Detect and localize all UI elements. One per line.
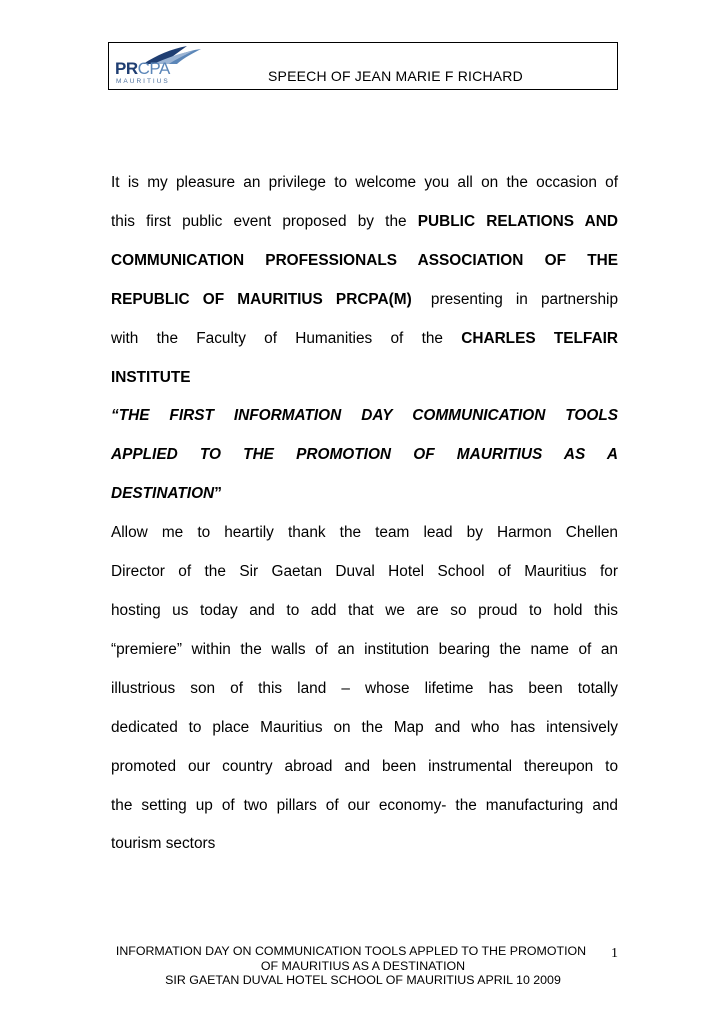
footer-line-2: OF MAURITIUS AS A DESTINATION <box>260 958 466 973</box>
paragraph-intro <box>111 164 618 397</box>
text-line: “THE FIRST INFORMATION DAY COMMUNICATION TOOLS <box>111 407 618 425</box>
text-line: with the Faculty of Humanities of the CHARLES TELFAIR <box>111 329 618 347</box>
text-line: COMMUNICATION PROFESSIONALS ASSOCIATION OF THE <box>111 251 618 269</box>
page-footer <box>108 944 618 988</box>
header-title: SPEECH OF JEAN MARIE F RICHARD <box>268 68 523 84</box>
text-line: the setting up of two pillars of our economy- the manufacturing and <box>111 796 618 814</box>
text-line: INSTITUTE <box>111 368 191 386</box>
logo-text: PRCPA <box>115 59 170 78</box>
text-line: hosting us today and to add that we are so proud to hold this <box>111 601 618 619</box>
page-header <box>108 42 618 90</box>
text-line: It is my pleasure an privilege to welcome you all on the occasion of <box>111 174 618 191</box>
logo-subtitle: MAURITIUS <box>116 78 170 85</box>
text-line: illustrious son of this land – whose lifetime has been totally <box>111 679 618 697</box>
text-line: DESTINATION” <box>111 485 222 503</box>
text-line: promoted our country abroad and been instrumental thereupon to <box>111 757 618 775</box>
text-line: dedicated to place Mauritius on the Map and who has intensively <box>111 718 618 736</box>
text-line: REPUBLIC OF MAURITIUS PRCPA(M) presenting in partnership <box>111 290 618 308</box>
text-line: this first public event proposed by the PUBLIC RELATIONS AND <box>111 212 618 230</box>
prcpa-logo <box>115 45 199 89</box>
footer-line-1: INFORMATION DAY ON COMMUNICATION TOOLS APPLED TO THE PROMOTION <box>115 944 587 958</box>
text-line: APPLIED TO THE PROMOTION OF MAURITIUS AS A <box>111 446 618 464</box>
text-line: Allow me to heartily thank the team lead by Harmon Chellen <box>111 524 618 542</box>
text-line: “premiere” within the walls of an institution bearing the name of an <box>111 640 618 658</box>
event-title-quote <box>111 397 618 514</box>
speech-body <box>111 164 618 864</box>
text-line: tourism sectors <box>111 835 216 853</box>
page-number: 1 <box>611 946 618 961</box>
footer-line-3: SIR GAETAN DUVAL HOTEL SCHOOL OF MAURITIUS APRIL 10 2009 <box>165 973 561 987</box>
paragraph-thanks <box>111 514 618 864</box>
text-line: Director of the Sir Gaetan Duval Hotel School of Mauritius for <box>111 563 618 581</box>
